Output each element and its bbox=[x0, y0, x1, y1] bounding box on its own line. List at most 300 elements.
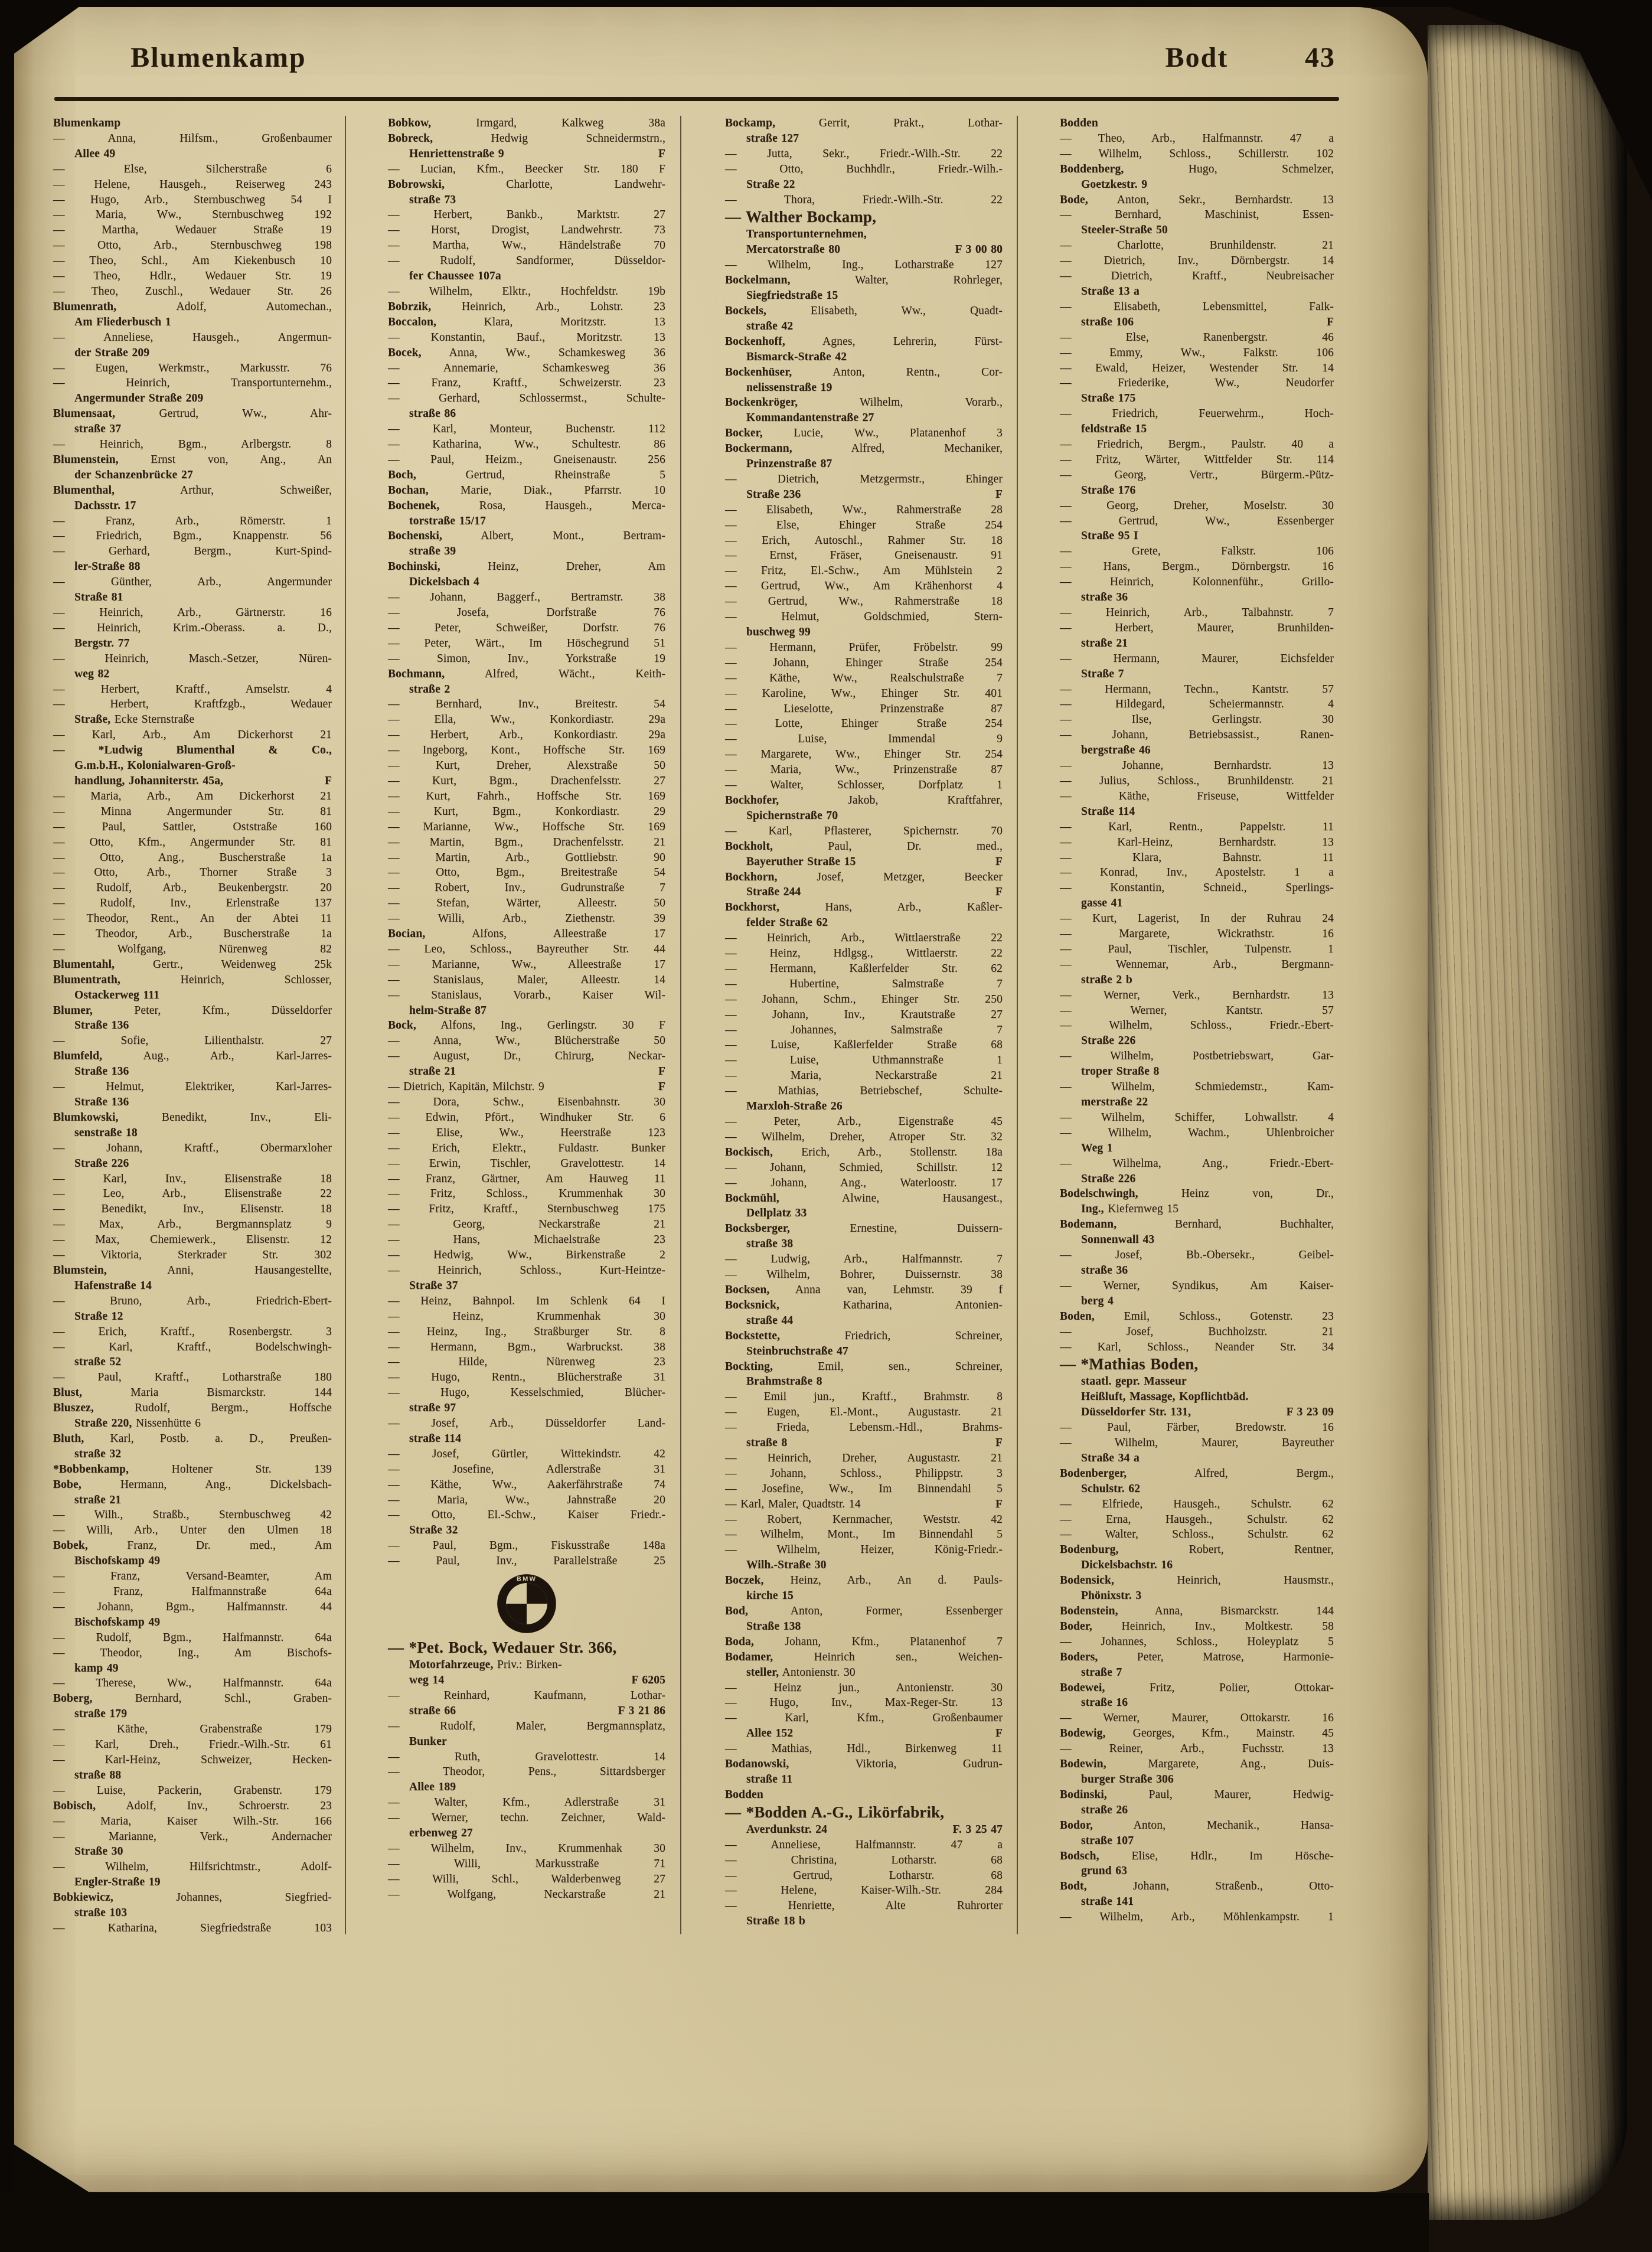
directory-line: — Wilhelm, Ing., Lotharstraße 127 bbox=[725, 259, 1003, 272]
column-2 bbox=[388, 116, 665, 1902]
phone-flag: F bbox=[995, 1727, 1003, 1740]
directory-line: — Robert, Inv., Gudrunstraße 7 bbox=[388, 882, 665, 895]
directory-line: — Konstantin, Bauf., Moritzstr. 13 bbox=[388, 331, 665, 344]
entry-text: — Karl, Maler, Quadtstr. 14 bbox=[725, 1497, 861, 1510]
directory-line: — Heinz, Bahnpol. Im Schlenk 64 I bbox=[388, 1294, 665, 1307]
directory-line bbox=[725, 1726, 1003, 1741]
running-head-right: Bodt bbox=[1165, 42, 1229, 73]
directory-line: — Friederike, Ww., Neudorfer bbox=[1060, 377, 1334, 390]
directory-line bbox=[388, 146, 665, 162]
phone-flag: F bbox=[658, 1065, 665, 1078]
directory-line: Steinbruchstraße 47 bbox=[746, 1344, 848, 1357]
directory-line: straße 107 bbox=[1081, 1834, 1134, 1847]
directory-line: Bochinski, Heinz, Dreher, Am bbox=[388, 560, 665, 573]
directory-line: — Werner, techn. Zeichner, Wald- bbox=[388, 1812, 665, 1825]
directory-line: Bobisch, Adolf, Inv., Schroerstr. 23 bbox=[53, 1799, 332, 1812]
directory-line: — Herbert, Kraftfzgb., Wedauer bbox=[53, 698, 332, 711]
directory-line: — Karl, Dreh., Friedr.-Wilh.-Str. 61 bbox=[53, 1738, 332, 1751]
book-fore-edge bbox=[1428, 25, 1627, 2220]
directory-line: troper Straße 8 bbox=[1081, 1065, 1160, 1078]
directory-line: Wilh.-Straße 30 bbox=[746, 1559, 827, 1572]
directory-line: Boden, Emil, Schloss., Gotenstr. 23 bbox=[1060, 1310, 1334, 1323]
directory-line: Blumenthal, Arthur, Schweißer, bbox=[53, 484, 332, 497]
directory-line: erbenweg 27 bbox=[409, 1827, 473, 1840]
directory-line: — Else, Ranenbergstr. 46 bbox=[1060, 331, 1334, 344]
directory-line: Straße 138 bbox=[746, 1620, 801, 1633]
directory-line: Bodinski, Paul, Maurer, Hedwig- bbox=[1060, 1788, 1334, 1801]
directory-line: — Josef, Arb., Düsseldorfer Land- bbox=[388, 1417, 665, 1430]
directory-line: der Schanzenbrücke 27 bbox=[74, 468, 193, 481]
scan-edge-left bbox=[0, 0, 14, 2252]
directory-line bbox=[388, 1064, 665, 1079]
directory-line: — Hugo, Inv., Max-Reger-Str. 13 bbox=[725, 1696, 1003, 1709]
directory-line: — Fritz, Kraftf., Sternbuschweg 175 bbox=[388, 1203, 665, 1216]
directory-line: — Margarete, Ww., Ehinger Str. 254 bbox=[725, 748, 1003, 761]
directory-line: — Karl, Kfm., Großenbaumer bbox=[725, 1712, 1003, 1725]
directory-line: — Gerhard, Schlossermst., Schulte- bbox=[388, 392, 665, 405]
entry-text: Düsseldorfer Str. 131, bbox=[1081, 1406, 1191, 1419]
directory-line: — Gertrud, Lotharstr. 68 bbox=[725, 1869, 1003, 1882]
directory-line: — Theodor, Rent., An der Abtei 11 bbox=[53, 912, 332, 925]
directory-line bbox=[725, 487, 1003, 502]
directory-line: — Wilhelm, Schloss., Schillerstr. 102 bbox=[1060, 147, 1334, 160]
column-4 bbox=[1060, 116, 1334, 1925]
directory-line: — *Ludwig Blumenthal & Co., bbox=[53, 744, 332, 757]
directory-line: straße 39 bbox=[409, 545, 456, 558]
directory-line: — Wilhelm, Dreher, Atroper Str. 32 bbox=[725, 1130, 1003, 1143]
directory-line: — Käthe, Grabenstraße 179 bbox=[53, 1723, 332, 1736]
directory-line: — Luise, Uthmannstraße 1 bbox=[725, 1054, 1003, 1067]
directory-line bbox=[725, 885, 1003, 900]
directory-line: — Theo, Arb., Halfmannstr. 47 a bbox=[1060, 132, 1334, 145]
directory-line: straße 86 bbox=[409, 407, 456, 420]
directory-line: — Helmut, Goldschmied, Stern- bbox=[725, 611, 1003, 624]
directory-line: steller, Antonienstr. 30 bbox=[746, 1666, 856, 1679]
directory-line: Straße 175 bbox=[1081, 392, 1136, 405]
directory-line: — Käthe, Friseuse, Wittfelder bbox=[1060, 789, 1334, 802]
directory-line: felder Straße 62 bbox=[746, 916, 828, 929]
directory-line: — Stanislaus, Vorarb., Kaiser Wil- bbox=[388, 988, 665, 1001]
directory-line: straße 2 b bbox=[1081, 973, 1132, 986]
directory-line: bergstraße 46 bbox=[1081, 744, 1151, 757]
directory-line: — Hugo, Arb., Sternbuschweg 54 I bbox=[53, 193, 332, 206]
directory-line: Heißluft, Massage, Kopflichtbäd. bbox=[1081, 1391, 1249, 1404]
directory-line: — Rudolf, Sandformer, Düsseldor- bbox=[388, 254, 665, 267]
entry-text: Mercatorstraße 80 bbox=[746, 243, 841, 256]
directory-line: — Fritz, Wärter, Wittfelder Str. 114 bbox=[1060, 453, 1334, 466]
directory-line: — Rudolf, Inv., Erlenstraße 137 bbox=[53, 897, 332, 910]
directory-line: Bismarck-Straße 42 bbox=[746, 350, 847, 363]
directory-line: — Lucian, Kfm., Beecker Str. 180 F bbox=[388, 162, 665, 175]
directory-line: Goetzkestr. 9 bbox=[1081, 178, 1148, 191]
directory-line: — Elfriede, Hausgeh., Schulstr. 62 bbox=[1060, 1497, 1334, 1510]
directory-line: Boch, Gertrud, Rheinstraße 5 bbox=[388, 468, 665, 481]
directory-line: Bode, Anton, Sekr., Bernhardstr. 13 bbox=[1060, 193, 1334, 206]
directory-line: — Elise, Ww., Heerstraße 123 bbox=[388, 1126, 665, 1139]
directory-line: — Rudolf, Maler, Bergmannsplatz, bbox=[388, 1719, 665, 1732]
directory-line: Straße 226 bbox=[1081, 1034, 1136, 1047]
directory-line: — Marianne, Ww., Hoffsche Str. 169 bbox=[388, 820, 665, 833]
directory-line: — Georg, Vertr., Bürgerm.-Pütz- bbox=[1060, 468, 1334, 481]
phone-flag: F 3 00 80 bbox=[955, 243, 1003, 256]
directory-line: — Charlotte, Brunhildenstr. 21 bbox=[1060, 239, 1334, 252]
directory-line: Boda, Johann, Kfm., Platanenhof 7 bbox=[725, 1635, 1003, 1648]
directory-line: — Karl, Monteur, Buchenstr. 112 bbox=[388, 423, 665, 436]
directory-line bbox=[53, 773, 332, 789]
directory-line: Bockenhoff, Agnes, Lehrerin, Fürst- bbox=[725, 335, 1003, 348]
directory-line: Allee 189 bbox=[409, 1781, 456, 1794]
phone-flag: F bbox=[1326, 315, 1334, 328]
directory-line: straße 37 bbox=[74, 423, 122, 436]
directory-line: — Wilhelm, Wachm., Uhlenbroicher bbox=[1060, 1126, 1334, 1139]
directory-line: — Therese, Ww., Halfmannstr. 64a bbox=[53, 1677, 332, 1690]
directory-line: weg 82 bbox=[74, 667, 110, 680]
directory-line: — Herbert, Bankb., Marktstr. 27 bbox=[388, 208, 665, 221]
directory-line: — Robert, Kernmacher, Weststr. 42 bbox=[725, 1513, 1003, 1526]
directory-line: — Kurt, Lagerist, In der Ruhrau 24 bbox=[1060, 912, 1334, 925]
directory-line: — Bernhard, Maschinist, Essen- bbox=[1060, 208, 1334, 221]
directory-line: Bockholt, Paul, Dr. med., bbox=[725, 840, 1003, 853]
directory-line: — Herbert, Arb., Konkordiastr. 29a bbox=[388, 729, 665, 742]
directory-line: — Josef, Bb.-Obersekr., Geibel- bbox=[1060, 1249, 1334, 1262]
directory-line: — Peter, Schweißer, Dorfstr. 76 bbox=[388, 621, 665, 634]
directory-line: — Otto, Arb., Thorner Straße 3 bbox=[53, 866, 332, 879]
entry-text: Straße 244 bbox=[746, 886, 801, 899]
directory-line: Bodt, Johann, Straßenb., Otto- bbox=[1060, 1880, 1334, 1893]
directory-line: — Bernhard, Inv., Breitestr. 54 bbox=[388, 698, 665, 711]
directory-line: Straße 226 bbox=[1081, 1172, 1136, 1185]
directory-line: — Hubertine, Salmstraße 7 bbox=[725, 977, 1003, 990]
directory-line: — Paul, Tischler, Tulpenstr. 1 bbox=[1060, 942, 1334, 955]
directory-line: — Johann, Baggerf., Bertramstr. 38 bbox=[388, 591, 665, 604]
directory-line: Bockhorn, Josef, Metzger, Beecker bbox=[725, 870, 1003, 883]
phone-flag: F 6205 bbox=[631, 1674, 665, 1686]
directory-line: — Rudolf, Bgm., Halfmannstr. 64a bbox=[53, 1631, 332, 1644]
directory-line: — Johann, Schm., Ehinger Str. 250 bbox=[725, 993, 1003, 1006]
directory-line: straße 103 bbox=[74, 1907, 128, 1920]
directory-line: Blumstein, Anni, Hausangestellte, bbox=[53, 1264, 332, 1277]
directory-line: — Helene, Kaiser-Wilh.-Str. 284 bbox=[725, 1884, 1003, 1897]
directory-line: — Ludwig, Arb., Halfmannstr. 7 bbox=[725, 1253, 1003, 1266]
directory-line: Siegfriedstraße 15 bbox=[746, 289, 838, 302]
directory-line: — Willi, Markusstraße 71 bbox=[388, 1857, 665, 1870]
directory-line bbox=[725, 1435, 1003, 1451]
directory-line: senstraße 18 bbox=[74, 1126, 138, 1139]
directory-line: — Wolfgang, Neckarstraße 21 bbox=[388, 1888, 665, 1901]
directory-line: — Wilhelm, Schiffer, Lohwallstr. 4 bbox=[1060, 1111, 1334, 1124]
directory-line: — Max, Arb., Bergmannsplatz 9 bbox=[53, 1218, 332, 1231]
directory-line: — Kurt, Fahrh., Hoffsche Str. 169 bbox=[388, 789, 665, 802]
column-divider-1 bbox=[345, 116, 346, 1934]
directory-line: Bochmann, Alfred, Wächt., Keith- bbox=[388, 667, 665, 680]
directory-line: Blumentrath, Heinrich, Schlosser, bbox=[53, 973, 332, 986]
directory-line: Bodelschwingh, Heinz von, Dr., bbox=[1060, 1187, 1334, 1200]
directory-line: — Gertrud, Ww., Essenberger bbox=[1060, 514, 1334, 527]
directory-line: — Günther, Arb., Angermunder bbox=[53, 576, 332, 589]
directory-line: — Stefan, Wärter, Alleestr. 50 bbox=[388, 897, 665, 910]
directory-line: Dickelsbach 4 bbox=[409, 576, 479, 589]
directory-line: — Martin, Arb., Gottliebstr. 90 bbox=[388, 851, 665, 864]
directory-line: — Heinz, Krummenhak 30 bbox=[388, 1310, 665, 1323]
directory-line: — Willi, Arb., Ziethenstr. 39 bbox=[388, 912, 665, 925]
directory-line: — Theodor, Ing., Am Bischofs- bbox=[53, 1646, 332, 1659]
directory-line: — Karl, Schloss., Neander Str. 34 bbox=[1060, 1340, 1334, 1353]
directory-line: — Paul, Inv., Parallelstraße 25 bbox=[388, 1555, 665, 1568]
directory-line: — Hedwig, Ww., Birkenstraße 2 bbox=[388, 1249, 665, 1262]
directory-line: — Heinrich, Krim.-Oberass. a. D., bbox=[53, 621, 332, 634]
directory-line: — Wilhelm, Arb., Möhlenkampstr. 1 bbox=[1060, 1911, 1334, 1924]
directory-line: straße 42 bbox=[746, 319, 794, 332]
directory-line: straße 16 bbox=[1081, 1696, 1128, 1709]
directory-line: Bunker bbox=[409, 1735, 447, 1748]
directory-line: Weg 1 bbox=[1081, 1141, 1113, 1154]
directory-line bbox=[388, 1673, 665, 1688]
directory-line: — Fritz, Schloss., Krummenhak 30 bbox=[388, 1187, 665, 1200]
directory-line: Straße 114 bbox=[1081, 805, 1135, 818]
directory-line: — Gertrud, Ww., Rahmerstraße 18 bbox=[725, 595, 1003, 608]
directory-line: straße 73 bbox=[409, 193, 456, 206]
phone-flag: F 3 23 09 bbox=[1286, 1406, 1334, 1419]
directory-line: Bodenburg, Robert, Rentner, bbox=[1060, 1543, 1334, 1556]
directory-line: — Maria, Ww., Jahnstraße 20 bbox=[388, 1493, 665, 1506]
directory-line: Dellplatz 33 bbox=[746, 1207, 807, 1220]
directory-line: — Johann, Ang., Waterloostr. 17 bbox=[725, 1176, 1003, 1189]
directory-line: Bobek, Franz, Dr. med., Am bbox=[53, 1539, 332, 1552]
directory-line: — Heinrich, Kolonnenführ., Grillo- bbox=[1060, 576, 1334, 589]
directory-line: — Katharina, Ww., Schultestr. 86 bbox=[388, 438, 665, 451]
directory-line: — Konstantin, Schneid., Sperlings- bbox=[1060, 882, 1334, 895]
entry-text: weg 14 bbox=[409, 1674, 445, 1686]
entry-text: straße 66 bbox=[409, 1704, 456, 1717]
directory-line: Bobkiewicz, Johannes, Siegfried- bbox=[53, 1891, 332, 1904]
directory-line: Prinzenstraße 87 bbox=[746, 458, 832, 471]
directory-line: Straße 95 I bbox=[1081, 530, 1138, 543]
directory-line: — Rudolf, Arb., Beukenbergstr. 20 bbox=[53, 882, 332, 895]
directory-line: — Emmy, Ww., Falkstr. 106 bbox=[1060, 346, 1334, 359]
directory-line: G.m.b.H., Kolonialwaren-Groß- bbox=[74, 759, 236, 772]
directory-line: — Henriette, Alte Ruhrorter bbox=[725, 1899, 1003, 1912]
directory-line: Boccalon, Klara, Moritzstr. 13 bbox=[388, 315, 665, 328]
directory-line: Bochan, Marie, Diak., Pfarrstr. 10 bbox=[388, 484, 665, 497]
column-divider-3 bbox=[1017, 116, 1018, 1934]
directory-line: — Hildegard, Scheiermannstr. 4 bbox=[1060, 698, 1334, 711]
directory-line: straße 52 bbox=[74, 1356, 122, 1369]
directory-line: — Mathias, Hdl., Birkenweg 11 bbox=[725, 1742, 1003, 1755]
directory-line: — Johannes, Salmstraße 7 bbox=[725, 1023, 1003, 1036]
directory-line: — Dietrich, Kraftf., Neubreisacher bbox=[1060, 270, 1334, 283]
directory-line: — Franz, Halfmannstraße 64a bbox=[53, 1585, 332, 1598]
directory-line: straße 26 bbox=[1081, 1803, 1128, 1816]
directory-line: *Bobbenkamp, Holtener Str. 139 bbox=[53, 1463, 332, 1476]
directory-line: — Else, Ehinger Straße 254 bbox=[725, 518, 1003, 531]
directory-line: Blumentahl, Gertr., Weidenweg 25k bbox=[53, 958, 332, 971]
directory-line: — Lieselotte, Prinzenstraße 87 bbox=[725, 702, 1003, 715]
directory-line: — Maria, Ww., Prinzenstraße 87 bbox=[725, 763, 1003, 776]
entry-text: — Dietrich, Kapitän, Milchstr. 9 bbox=[388, 1081, 544, 1094]
directory-line: — Else, Silcherstraße 6 bbox=[53, 162, 332, 175]
directory-line: — Jutta, Sekr., Friedr.-Wilh.-Str. 22 bbox=[725, 147, 1003, 160]
directory-line: — Franz, Kraftf., Schweizerstr. 23 bbox=[388, 377, 665, 390]
directory-line: — Konrad, Inv., Apostelstr. 1 a bbox=[1060, 866, 1334, 879]
directory-line: Straße 18 b bbox=[746, 1915, 805, 1928]
directory-line: der Straße 209 bbox=[74, 346, 150, 359]
directory-line: — Christina, Lotharstr. 68 bbox=[725, 1853, 1003, 1866]
directory-line: Bochenski, Albert, Mont., Bertram- bbox=[388, 530, 665, 543]
directory-line: Bockmühl, Alwine, Hausangest., bbox=[725, 1192, 1003, 1205]
directory-line: — Johann, Inv., Krautstraße 27 bbox=[725, 1008, 1003, 1021]
directory-line: — Wilhelm, Heizer, König-Friedr.- bbox=[725, 1543, 1003, 1556]
column-1 bbox=[53, 116, 332, 1936]
directory-line: Motorfahrzeuge, Priv.: Birken- bbox=[409, 1659, 562, 1672]
directory-line bbox=[725, 854, 1003, 870]
directory-line: Sonnenwall 43 bbox=[1081, 1233, 1155, 1246]
directory-line: — Heinrich, Arb., Talbahnstr. 7 bbox=[1060, 606, 1334, 619]
directory-line: kamp 49 bbox=[74, 1662, 119, 1675]
directory-line: — Heinz jun., Antonienstr. 30 bbox=[725, 1681, 1003, 1694]
directory-line: — Julius, Schloss., Brunhildenstr. 21 bbox=[1060, 774, 1334, 787]
directory-line: — Heinrich, Masch.-Setzer, Nüren- bbox=[53, 652, 332, 665]
directory-line: — Ingeborg, Kont., Hoffsche Str. 169 bbox=[388, 744, 665, 757]
directory-line: burger Straße 306 bbox=[1081, 1773, 1174, 1786]
directory-line: — Horst, Drogist, Landwehrstr. 73 bbox=[388, 224, 665, 237]
phone-flag: F. 3 25 47 bbox=[952, 1823, 1003, 1836]
directory-line: — Maria, Ww., Sternbuschweg 192 bbox=[53, 208, 332, 221]
directory-line: — Theodor, Pens., Sittardsberger bbox=[388, 1765, 665, 1778]
directory-line: — Wilhelm, Schloss., Friedr.-Ebert- bbox=[1060, 1019, 1334, 1032]
directory-line: Bockhorst, Hans, Arb., Kaßler- bbox=[725, 901, 1003, 914]
directory-line: Bodenberger, Alfred, Bergm., bbox=[1060, 1467, 1334, 1480]
entry-text: Henriettenstraße 9 bbox=[409, 147, 504, 160]
directory-line bbox=[725, 242, 1003, 257]
entry-text: straße 21 bbox=[409, 1065, 456, 1078]
directory-line: Bodemann, Bernhard, Buchhalter, bbox=[1060, 1218, 1334, 1231]
directory-line: Blumkowski, Benedikt, Inv., Eli- bbox=[53, 1111, 332, 1124]
directory-line: straße 2 bbox=[409, 683, 450, 696]
directory-line: Bobrowski, Charlotte, Landwehr- bbox=[388, 178, 665, 191]
directory-line: — Grete, Falkstr. 106 bbox=[1060, 545, 1334, 558]
entry-text: Straße 236 bbox=[746, 488, 801, 501]
directory-line: — Willi, Schl., Walderbenweg 27 bbox=[388, 1872, 665, 1885]
directory-line: — Marianne, Ww., Alleestraße 17 bbox=[388, 958, 665, 971]
directory-line: Straße 176 bbox=[1081, 484, 1136, 497]
directory-line: straße 38 bbox=[746, 1238, 794, 1251]
directory-line: Bockenhüser, Anton, Rentn., Cor- bbox=[725, 365, 1003, 378]
directory-line: — Heinrich, Dreher, Augustastr. 21 bbox=[725, 1451, 1003, 1464]
directory-line: — *Mathias Boden, bbox=[1060, 1355, 1199, 1373]
directory-line: — Josef, Buchholzstr. 21 bbox=[1060, 1325, 1334, 1338]
directory-line: — Simon, Inv., Yorkstraße 19 bbox=[388, 652, 665, 665]
directory-line: — Josefine, Ww., Im Binnendahl 5 bbox=[725, 1482, 1003, 1495]
directory-line: straße 11 bbox=[746, 1773, 793, 1786]
directory-line: — Margarete, Wickrathstr. 16 bbox=[1060, 928, 1334, 941]
directory-line: straße 127 bbox=[746, 132, 799, 145]
directory-line: — Martha, Wedauer Straße 19 bbox=[53, 224, 332, 237]
bmw-roundel-icon bbox=[495, 1572, 558, 1635]
directory-line: — Martin, Bgm., Drachenfelsstr. 21 bbox=[388, 835, 665, 848]
directory-line: — Herbert, Kraftf., Amselstr. 4 bbox=[53, 683, 332, 696]
directory-line: — Benedikt, Inv., Elisenstr. 18 bbox=[53, 1203, 332, 1216]
directory-line: — Friedrich, Feuerwehrm., Hoch- bbox=[1060, 407, 1334, 420]
directory-line: — Max, Chemiewerk., Elisenstr. 12 bbox=[53, 1233, 332, 1246]
directory-line: — Ernst, Fräser, Gneisenaustr. 91 bbox=[725, 549, 1003, 562]
directory-line: — Theodor, Arb., Buscherstraße 1a bbox=[53, 928, 332, 941]
directory-line: — Wilhelm, Maurer, Bayreuther bbox=[1060, 1437, 1334, 1450]
directory-line: Bockamp, Gerrit, Prakt., Lothar- bbox=[725, 117, 1003, 129]
directory-line: Kommandantenstraße 27 bbox=[746, 412, 874, 425]
phone-flag: F bbox=[995, 855, 1003, 868]
directory-line: Bodsch, Elise, Hdlr., Im Hösche- bbox=[1060, 1849, 1334, 1862]
directory-line: gasse 41 bbox=[1081, 897, 1123, 910]
directory-line: straße 36 bbox=[1081, 1264, 1128, 1277]
entry-text: straße 8 bbox=[746, 1437, 788, 1450]
directory-line: — Helene, Hausgeh., Reiserweg 243 bbox=[53, 178, 332, 191]
directory-line: — Viktoria, Sterkrader Str. 302 bbox=[53, 1249, 332, 1262]
directory-line: Bobrzik, Heinrich, Arb., Lohstr. 23 bbox=[388, 300, 665, 313]
directory-line: — Paul, Färber, Bredowstr. 16 bbox=[1060, 1421, 1334, 1434]
directory-line: — Karl, Arb., Am Dickerhorst 21 bbox=[53, 729, 332, 742]
directory-line: Angermunder Straße 209 bbox=[74, 392, 204, 405]
directory-line: Dachsstr. 17 bbox=[74, 499, 136, 512]
directory-line: — Walter, Schloss., Schulstr. 62 bbox=[1060, 1528, 1334, 1541]
directory-line: — Wilhelm, Postbetriebswart, Gar- bbox=[1060, 1050, 1334, 1063]
phone-flag: F 3 21 86 bbox=[618, 1704, 665, 1717]
directory-line: Straße 136 bbox=[74, 1096, 129, 1108]
running-head-left: Blumenkamp bbox=[130, 42, 306, 73]
directory-line: — Ewald, Heizer, Westender Str. 14 bbox=[1060, 361, 1334, 374]
directory-line: Bodden bbox=[1060, 117, 1098, 129]
scan-edge-top bbox=[0, 0, 1652, 7]
bmw-logo bbox=[388, 1569, 665, 1638]
directory-line bbox=[1060, 315, 1334, 330]
directory-line: — Maria, Arb., Am Dickerhorst 21 bbox=[53, 789, 332, 802]
directory-line: Bocker, Lucie, Ww., Platanenhof 3 bbox=[725, 427, 1003, 440]
directory-line: — Heinrich, Arb., Gärtnerstr. 16 bbox=[53, 606, 332, 619]
directory-line: — Kurt, Bgm., Drachenfelsstr. 27 bbox=[388, 774, 665, 787]
entry-text: Bayeruther Straße 15 bbox=[746, 855, 856, 868]
directory-line: — Karl, Inv., Elisenstraße 18 bbox=[53, 1172, 332, 1185]
directory-line: — Johann, Ehinger Straße 254 bbox=[725, 656, 1003, 669]
entry-text: Averdunkstr. 24 bbox=[746, 1823, 828, 1836]
directory-line: Hafenstraße 14 bbox=[74, 1279, 152, 1292]
directory-line: — Wilhelm, Elktr., Hochfeldstr. 19b bbox=[388, 285, 665, 298]
directory-line: — Wilh., Straßb., Sternbuschweg 42 bbox=[53, 1509, 332, 1522]
directory-line: — Willi, Arb., Unter den Ulmen 18 bbox=[53, 1524, 332, 1537]
directory-line: nelissenstraße 19 bbox=[746, 381, 832, 394]
directory-line: — Dietrich, Metzgermstr., Ehinger bbox=[725, 472, 1003, 485]
directory-line: Bockting, Emil, sen., Schreiner, bbox=[725, 1360, 1003, 1373]
directory-line: Straße 81 bbox=[74, 591, 123, 604]
directory-line: — Franz, Gärtner, Am Hauweg 11 bbox=[388, 1172, 665, 1185]
directory-line: torstraße 15/17 bbox=[409, 514, 486, 527]
directory-line bbox=[388, 1703, 665, 1719]
directory-line: straße 141 bbox=[1081, 1895, 1134, 1908]
directory-line: — Hans, Michaelstraße 23 bbox=[388, 1233, 665, 1246]
directory-line: Am Fliederbusch 1 bbox=[74, 315, 171, 328]
directory-line: Bodewin, Margarete, Ang., Duis- bbox=[1060, 1758, 1334, 1771]
directory-line: Straße 37 bbox=[409, 1279, 458, 1292]
directory-line: Straße 34 a bbox=[1081, 1451, 1140, 1464]
directory-line: straße 97 bbox=[409, 1402, 456, 1415]
directory-line: — Wilhelma, Ang., Friedr.-Ebert- bbox=[1060, 1157, 1334, 1170]
directory-line: — Erich, Elektr., Fuldastr. Bunker bbox=[388, 1141, 665, 1154]
directory-line: — Ella, Ww., Konkordiastr. 29a bbox=[388, 713, 665, 726]
directory-line: Bock, Alfons, Ing., Gerlingstr. 30 F bbox=[388, 1019, 665, 1032]
directory-line: — Werner, Syndikus, Am Kaiser- bbox=[1060, 1279, 1334, 1292]
directory-line: Bocian, Alfons, Alleestraße 17 bbox=[388, 928, 665, 941]
directory-line: — Wolfgang, Nürenweg 82 bbox=[53, 942, 332, 955]
directory-line: straße 32 bbox=[74, 1447, 122, 1460]
directory-line: — Johanne, Bernhardstr. 13 bbox=[1060, 759, 1334, 772]
